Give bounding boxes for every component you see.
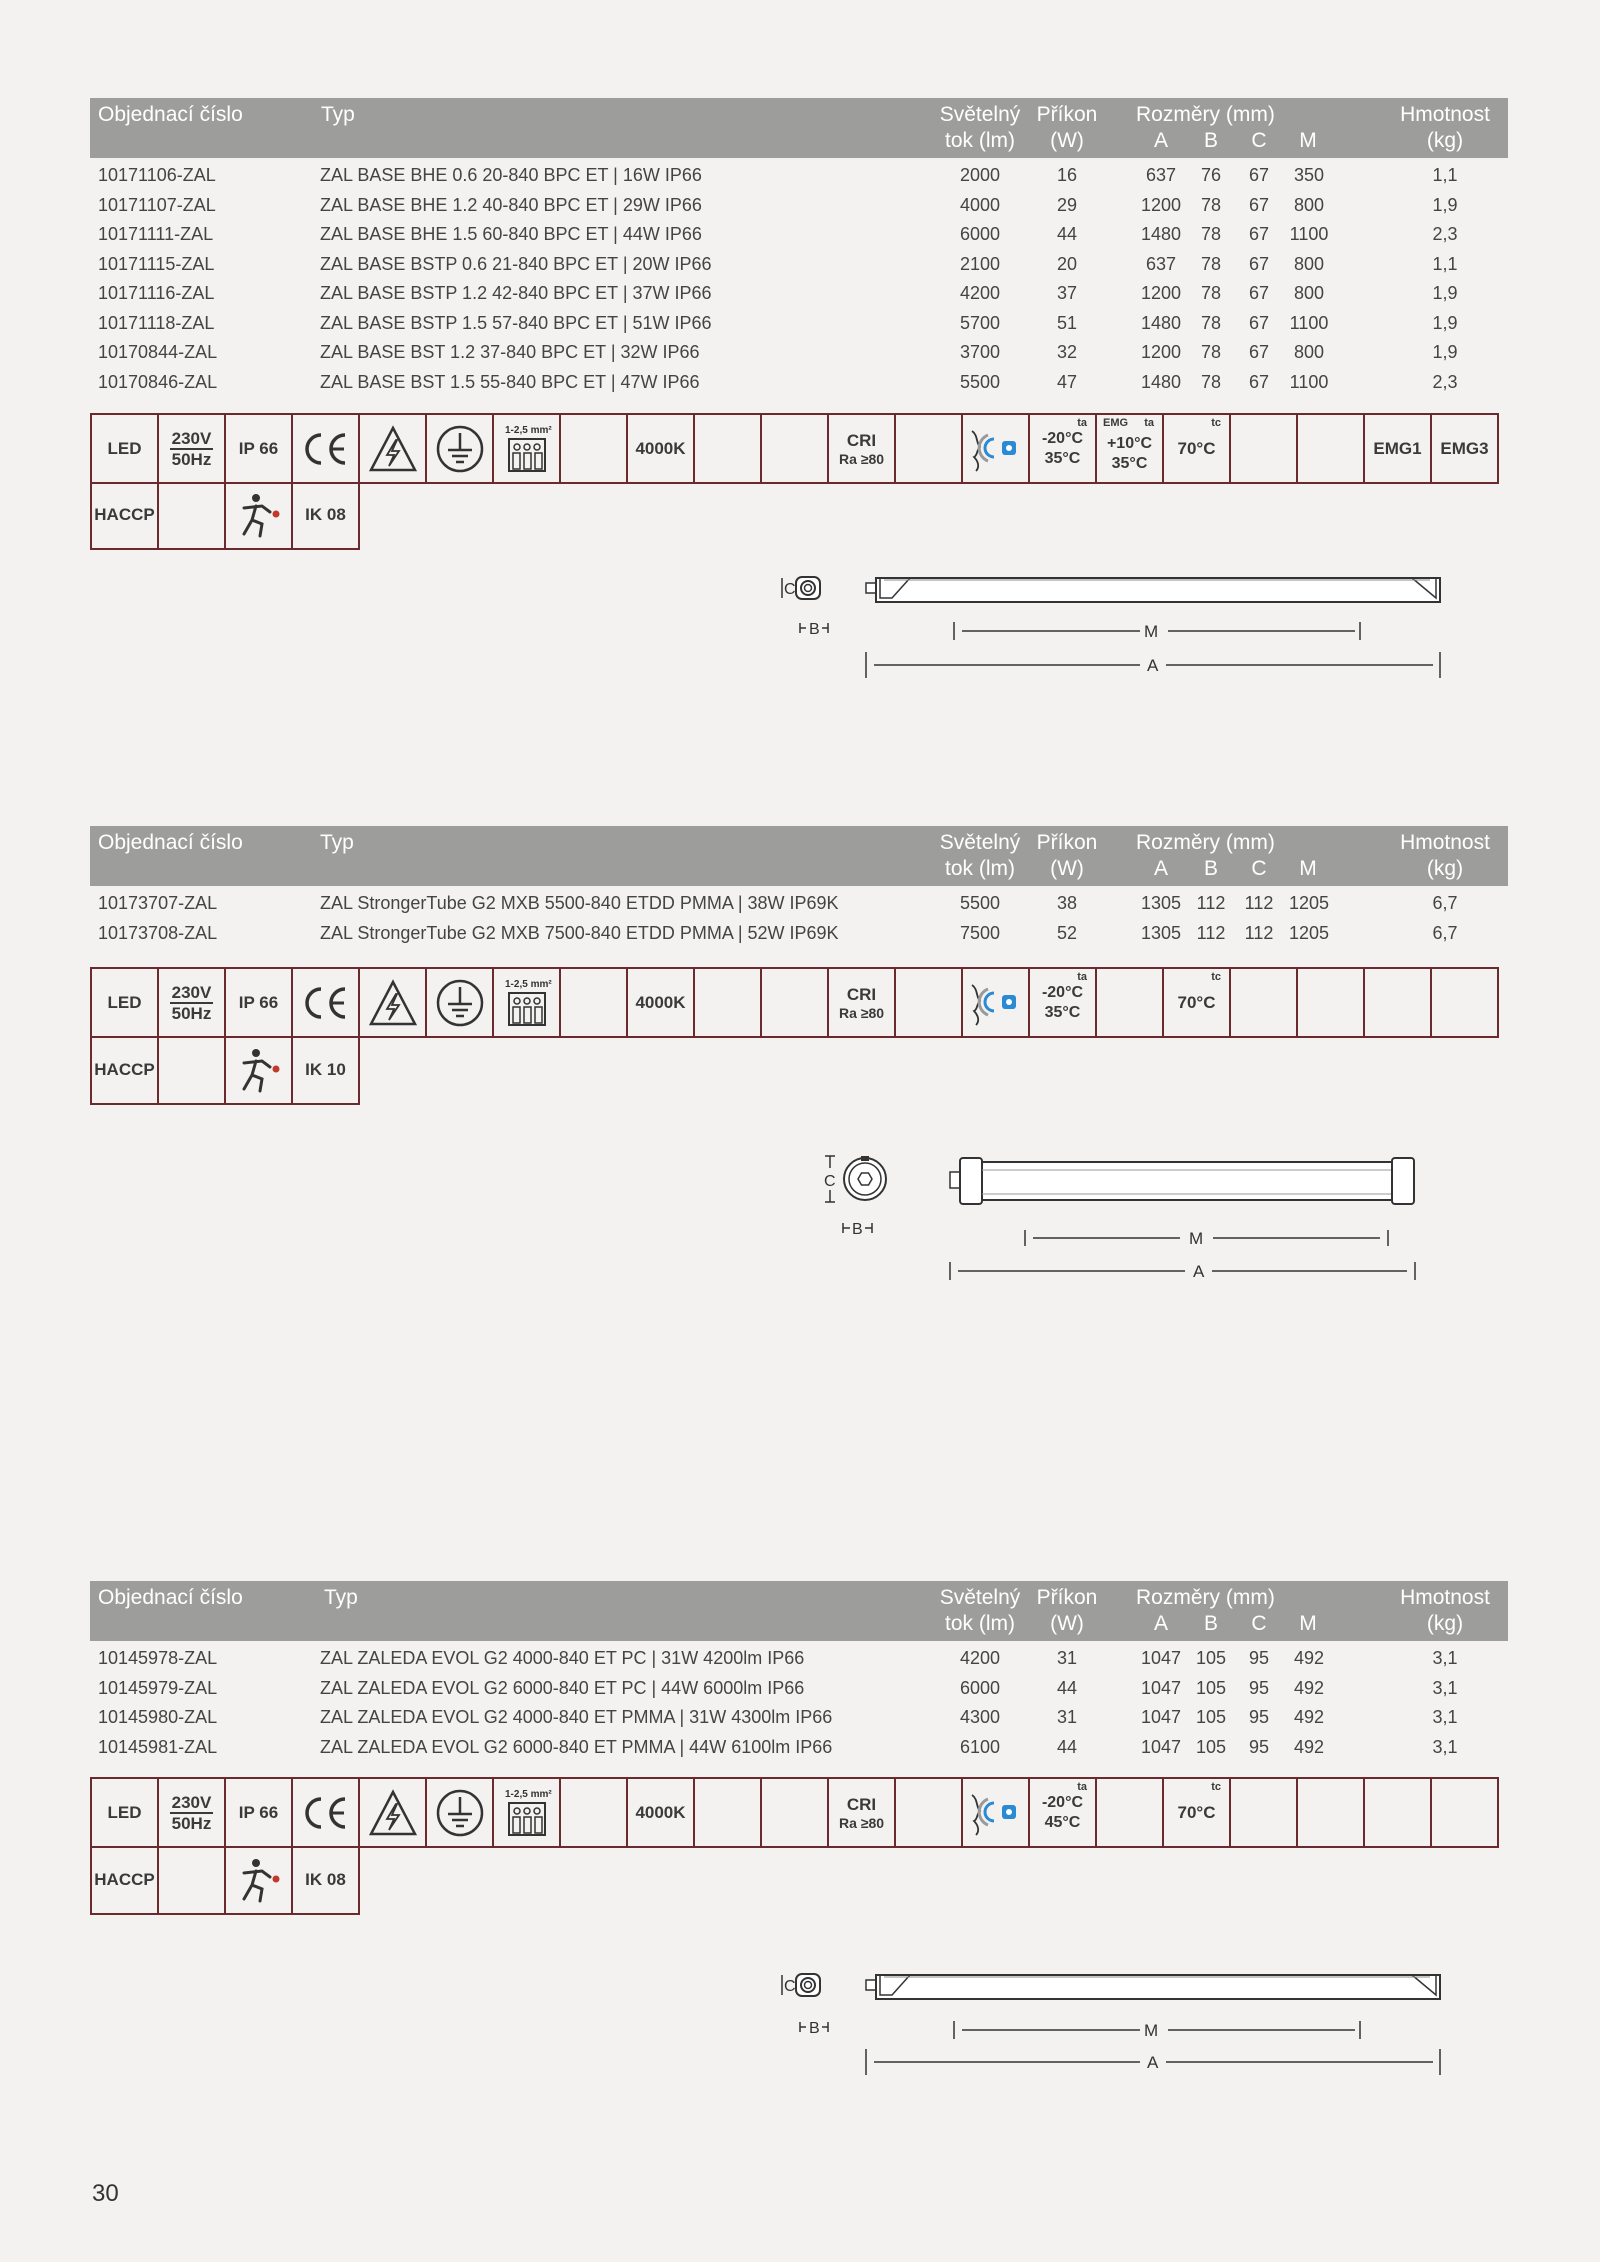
cell-a: 1200 [1140,194,1182,215]
empty-cell [159,1846,226,1913]
cell-m: 800 [1293,283,1325,303]
spec-icons-row-2 [90,1846,360,1915]
table-row [90,161,1508,190]
cell-kg: 3,1 [1432,1677,1458,1698]
cell-kg: 1,1 [1432,165,1458,185]
header-type: Typ [320,831,354,854]
emg3-badge: EMG3 [1432,415,1499,482]
ambient-temp-range: ta -20°C 35°C [1030,969,1097,1036]
cell-b: 105 [1196,1677,1227,1698]
cell-m: 1205 [1288,893,1330,913]
spec-icons-row [90,967,1499,1038]
cell-lm: 6000 [959,1677,1001,1698]
cell-c: 95 [1248,1707,1270,1727]
table-row [90,1644,1508,1673]
header-dim-c: C [1251,129,1267,152]
header-weight: Hmotnost [1400,831,1490,854]
cell-c: 95 [1248,1736,1270,1757]
cell-code: 10145981-ZAL [98,1736,218,1757]
header-dimensions: Rozměry (mm) [1136,831,1275,854]
haccp-badge: HACCP [92,481,159,548]
header-dim-c: C [1251,857,1267,880]
cell-w: 29 [1056,194,1078,215]
cell-lm: 4000 [959,194,1001,215]
cell-b: 78 [1200,253,1222,274]
header-dimensions: Rozměry (mm) [1136,103,1275,126]
header-type: Typ [321,103,355,126]
table-header [90,98,1508,158]
cell-m: 1100 [1289,371,1329,392]
empty-cell [1298,415,1365,482]
ce-mark-icon [293,1779,360,1846]
table-row [90,191,1508,220]
dimension-drawing-1 [770,565,1460,685]
header-luminous: Světelný [939,831,1021,854]
table-row [90,1674,1508,1703]
cell-type: ZAL BASE BSTP 0.6 21-840 BPC ET | 20W IP66 [320,253,712,274]
ip-rating-badge: IP 66 [226,969,293,1036]
cell-c: 95 [1248,1648,1270,1668]
cell-type: ZAL BASE BHE 0.6 20-840 BPC ET | 16W IP66 [320,165,702,185]
cell-b: 78 [1200,312,1222,333]
header-luminous: Světelný [939,103,1021,126]
empty-cell [561,969,628,1036]
motion-sensor-icon [963,969,1030,1036]
cell-m: 492 [1293,1707,1325,1727]
cell-c: 67 [1248,253,1270,274]
ip-rating-badge: IP 66 [226,1779,293,1846]
cell-kg: 3,1 [1432,1648,1458,1668]
terminal-block-icon [494,1779,561,1846]
table-row [90,279,1508,308]
cell-code: 10171111-ZAL [98,224,214,244]
cell-b: 105 [1196,1736,1227,1757]
cell-lm: 3700 [959,342,1001,362]
header-luminous-unit: tok (lm) [945,857,1015,880]
header-type: Typ [324,1586,358,1609]
cell-w: 38 [1056,893,1078,913]
cell-lm: 4300 [959,1707,1001,1727]
svg-text:C: C [784,581,796,598]
header-power-unit: (W) [1050,129,1084,152]
cell-m: 350 [1293,165,1325,185]
cell-a: 1047 [1140,1736,1182,1757]
page-number: 30 [92,2180,119,2207]
header-dim-a: A [1153,129,1168,152]
svg-text:C: C [824,1173,836,1190]
cell-w: 44 [1056,224,1078,244]
cell-kg: 1,9 [1432,194,1458,215]
cell-code: 10171106-ZAL [98,165,216,185]
cell-w: 32 [1056,342,1078,362]
cell-type: ZAL BASE BSTP 1.2 42-840 BPC ET | 37W IP66 [320,283,712,303]
cell-kg: 1,9 [1432,312,1458,333]
emg1-badge: EMG1 [1365,415,1432,482]
table-row [90,919,1508,948]
cell-code: 10170844-ZAL [98,342,218,362]
cell-m: 800 [1293,342,1325,362]
cell-w: 51 [1056,312,1078,333]
cell-type: ZAL StrongerTube G2 MXB 5500-840 ETDD PMMA | 38W IP69K [320,893,839,913]
cell-a: 1200 [1140,283,1182,303]
cell-c: 67 [1248,194,1270,215]
terminal-block-icon [494,415,561,482]
ik-rating-badge: IK 08 [293,481,360,548]
header-luminous: Světelný [939,1586,1021,1609]
empty-cell [1432,969,1499,1036]
empty-cell [561,415,628,482]
table-row [90,250,1508,279]
impact-resistance-icon [226,481,293,548]
cell-a: 1200 [1140,342,1182,362]
empty-cell [1365,1779,1432,1846]
header-weight: Hmotnost [1400,103,1490,126]
terminal-block-icon [494,969,561,1036]
ce-mark-icon [293,415,360,482]
cell-kg: 6,7 [1432,922,1458,943]
color-temp-badge: 4000K [628,969,695,1036]
cell-c: 67 [1248,312,1270,333]
cell-kg: 3,1 [1432,1736,1458,1757]
empty-cell [1231,415,1298,482]
cri-badge: CRI Ra ≥80 [829,1779,896,1846]
cell-type: ZAL BASE BHE 1.2 40-840 BPC ET | 29W IP66 [320,194,702,215]
cell-w: 31 [1056,1648,1078,1668]
cell-a: 637 [1145,165,1177,185]
cell-b: 78 [1200,224,1222,244]
empty-cell [1298,969,1365,1036]
motion-sensor-icon [963,1779,1030,1846]
cell-type: ZAL BASE BST 1.5 55-840 BPC ET | 47W IP66 [320,371,700,392]
cell-c: 95 [1248,1677,1270,1698]
cell-c: 67 [1248,224,1270,244]
ambient-temp-range: ta -20°C 35°C [1030,415,1097,482]
cell-w: 20 [1056,253,1078,274]
electric-shock-icon [360,415,427,482]
motion-sensor-icon [963,415,1030,482]
cell-a: 1047 [1140,1648,1182,1668]
table-header [90,826,1508,886]
haccp-badge: HACCP [92,1846,159,1913]
earth-ground-icon [427,415,494,482]
cell-m: 492 [1293,1648,1325,1668]
cell-type: ZAL ZALEDA EVOL G2 6000-840 ET PMMA | 44W 6100lm IP66 [320,1736,833,1757]
impact-resistance-icon [226,1846,293,1913]
svg-text:M: M [1144,2021,1159,2040]
cell-b: 76 [1200,165,1222,185]
cell-kg: 1,9 [1432,342,1458,362]
cell-w: 16 [1056,165,1078,185]
cell-w: 31 [1056,1707,1078,1727]
cell-kg: 2,3 [1432,224,1458,244]
empty-cell [1231,1779,1298,1846]
cell-a: 1480 [1140,224,1182,244]
ik-rating-badge: IK 10 [293,1036,360,1103]
cell-b: 105 [1196,1707,1227,1727]
empty-cell [561,1779,628,1846]
empty-cell [1432,1779,1499,1846]
color-temp-badge: 4000K [628,1779,695,1846]
cell-lm: 7500 [959,922,1001,943]
header-power-unit: (W) [1050,857,1084,880]
header-code: Objednací číslo [98,103,243,126]
empty-cell [695,1779,762,1846]
header-code: Objednací číslo [98,831,243,854]
cell-code: 10171118-ZAL [98,312,215,333]
header-dim-b: B [1203,857,1218,880]
svg-text:C: C [784,1978,796,1995]
header-power: Příkon [1036,103,1098,126]
table-row [90,309,1508,338]
cell-w: 44 [1056,1677,1078,1698]
header-weight-unit: (kg) [1426,1612,1464,1635]
cell-b: 112 [1196,893,1226,913]
impact-resistance-icon [226,1036,293,1103]
header-dim-m: M [1299,1612,1317,1635]
table-row [90,1703,1508,1732]
cell-w: 52 [1056,922,1078,943]
ce-mark-icon [293,969,360,1036]
header-dim-a: A [1153,1612,1168,1635]
cell-c: 67 [1248,283,1270,303]
cell-code: 10171116-ZAL [98,283,215,303]
cell-type: ZAL BASE BST 1.2 37-840 BPC ET | 32W IP66 [320,342,700,362]
cell-a: 1305 [1140,922,1182,943]
cell-a: 1480 [1140,312,1182,333]
header-dim-m: M [1299,129,1317,152]
svg-text:A: A [1147,2053,1159,2072]
cell-w: 37 [1056,283,1078,303]
cell-b: 112 [1196,922,1226,943]
empty-cell [762,969,829,1036]
spec-icons-row [90,1777,1499,1848]
cell-lm: 6100 [959,1736,1001,1757]
header-weight: Hmotnost [1400,1586,1490,1609]
cell-code: 10145978-ZAL [98,1648,218,1668]
empty-cell [695,415,762,482]
header-luminous-unit: tok (lm) [945,129,1015,152]
electric-shock-icon [360,969,427,1036]
empty-cell [762,1779,829,1846]
empty-cell [159,481,226,548]
case-temperature: tc 70°C [1164,1779,1231,1846]
cell-m: 1205 [1288,922,1330,943]
cell-kg: 3,1 [1432,1707,1458,1727]
ik-rating-badge: IK 08 [293,1846,360,1913]
header-dimensions: Rozměry (mm) [1136,1586,1275,1609]
case-temperature: tc 70°C [1164,415,1231,482]
cell-c: 112 [1244,893,1274,913]
haccp-badge: HACCP [92,1036,159,1103]
cell-b: 78 [1200,342,1222,362]
cell-a: 1047 [1140,1677,1182,1698]
header-dim-a: A [1153,857,1168,880]
cell-w: 47 [1056,371,1078,392]
header-code: Objednací číslo [98,1586,243,1609]
emergency-temp-range: EMG ta +10°C 35°C [1097,415,1164,482]
cell-type: ZAL ZALEDA EVOL G2 4000-840 ET PC | 31W 4200lm IP66 [320,1648,805,1668]
cell-lm: 5500 [959,893,1001,913]
led-badge: LED [92,415,159,482]
header-power: Příkon [1036,831,1098,854]
ambient-temp-range: ta -20°C 45°C [1030,1779,1097,1846]
header-weight-unit: (kg) [1426,129,1464,152]
cell-code: 10173707-ZAL [98,893,218,913]
cell-lm: 4200 [959,1648,1001,1668]
empty-cell [762,415,829,482]
spec-icons-row [90,413,1499,484]
cell-code: 10145979-ZAL [98,1677,218,1698]
cell-c: 67 [1248,342,1270,362]
empty-cell [896,1779,963,1846]
cell-code: 10171115-ZAL [98,253,215,274]
led-badge: LED [92,1779,159,1846]
table-header [90,1581,1508,1641]
dimension-drawing-2 [815,1150,1455,1290]
spec-icons-row-2 [90,1036,360,1105]
cell-type: ZAL ZALEDA EVOL G2 6000-840 ET PC | 44W 6000lm IP66 [320,1677,805,1698]
svg-text:B: B [809,2020,820,2037]
cell-type: ZAL StrongerTube G2 MXB 7500-840 ETDD PMMA | 52W IP69K [320,922,839,943]
cell-code: 10171107-ZAL [98,194,216,215]
cell-type: ZAL BASE BSTP 1.5 57-840 BPC ET | 51W IP66 [320,312,712,333]
header-luminous-unit: tok (lm) [945,1612,1015,1635]
color-temp-badge: 4000K [628,415,695,482]
cell-type: ZAL BASE BHE 1.5 60-840 BPC ET | 44W IP66 [320,224,702,244]
cell-c: 67 [1248,371,1270,392]
header-dim-m: M [1299,857,1317,880]
empty-cell [695,969,762,1036]
voltage-badge: $\frac{230V}{50Hz}$ [159,969,226,1036]
spec-icons-row-2 [90,481,360,550]
header-dim-b: B [1203,1612,1218,1635]
cri-badge: CRI Ra ≥80 [829,415,896,482]
header-dim-c: C [1251,1612,1267,1635]
svg-text:M: M [1189,1229,1204,1248]
empty-cell [1298,1779,1365,1846]
cell-lm: 4200 [959,283,1001,303]
cell-m: 492 [1293,1677,1325,1698]
cell-code: 10170846-ZAL [98,371,218,392]
svg-text:A: A [1147,656,1159,675]
svg-text:B: B [809,621,820,638]
table-row [90,338,1508,367]
voltage-badge: $\frac{230V}{50Hz}$ [159,415,226,482]
cell-lm: 5700 [959,312,1001,333]
header-power: Příkon [1036,1586,1098,1609]
led-badge: LED [92,969,159,1036]
cell-code: 10173708-ZAL [98,922,218,943]
table-row [90,368,1508,397]
cell-lm: 5500 [959,371,1001,392]
cell-m: 800 [1293,194,1325,215]
cell-a: 1480 [1140,371,1182,392]
cell-type: ZAL ZALEDA EVOL G2 4000-840 ET PMMA | 31W 4300lm IP66 [320,1707,833,1727]
cell-lm: 2100 [959,253,1001,274]
cell-b: 105 [1196,1648,1227,1668]
cell-c: 112 [1244,922,1274,943]
empty-cell [896,415,963,482]
cell-lm: 2000 [959,165,1001,185]
cell-kg: 2,3 [1432,371,1458,392]
header-power-unit: (W) [1050,1612,1084,1635]
cell-a: 637 [1145,253,1177,274]
table-row [90,1733,1508,1762]
svg-text:1-2,5 mm²: 1-2,5 mm² [504,1788,552,1800]
cell-code: 10145980-ZAL [98,1707,218,1727]
dimension-drawing-3 [770,1970,1460,2090]
cell-a: 1305 [1140,893,1182,913]
cell-kg: 1,1 [1432,253,1458,274]
svg-text:1-2,5 mm²: 1-2,5 mm² [504,424,552,436]
cell-a: 1047 [1140,1707,1182,1727]
svg-text:M: M [1144,622,1159,641]
empty-cell [1365,969,1432,1036]
empty-cell [159,1036,226,1103]
voltage-badge: $\frac{230V}{50Hz}$ [159,1779,226,1846]
cell-m: 800 [1293,253,1325,274]
case-temperature: tc 70°C [1164,969,1231,1036]
empty-cell [1097,1779,1164,1846]
header-weight-unit: (kg) [1426,857,1464,880]
cell-m: 1100 [1289,224,1329,244]
cell-kg: 1,9 [1432,283,1458,303]
svg-text:1-2,5 mm²: 1-2,5 mm² [504,978,552,990]
cell-m: 492 [1293,1736,1325,1757]
cell-kg: 6,7 [1432,893,1458,913]
empty-cell [1097,969,1164,1036]
cell-b: 78 [1200,194,1222,215]
earth-ground-icon [427,969,494,1036]
table-row [90,220,1508,249]
header-dim-b: B [1203,129,1218,152]
cri-badge: CRI Ra ≥80 [829,969,896,1036]
ip-rating-badge: IP 66 [226,415,293,482]
electric-shock-icon [360,1779,427,1846]
cell-b: 78 [1200,371,1222,392]
empty-cell [1231,969,1298,1036]
cell-m: 1100 [1289,312,1329,333]
svg-text:A: A [1193,1262,1205,1281]
cell-c: 67 [1248,165,1270,185]
svg-text:B: B [852,1221,863,1238]
earth-ground-icon [427,1779,494,1846]
cell-b: 78 [1200,283,1222,303]
table-row [90,889,1508,918]
cell-w: 44 [1056,1736,1078,1757]
empty-cell [896,969,963,1036]
cell-lm: 6000 [959,224,1001,244]
